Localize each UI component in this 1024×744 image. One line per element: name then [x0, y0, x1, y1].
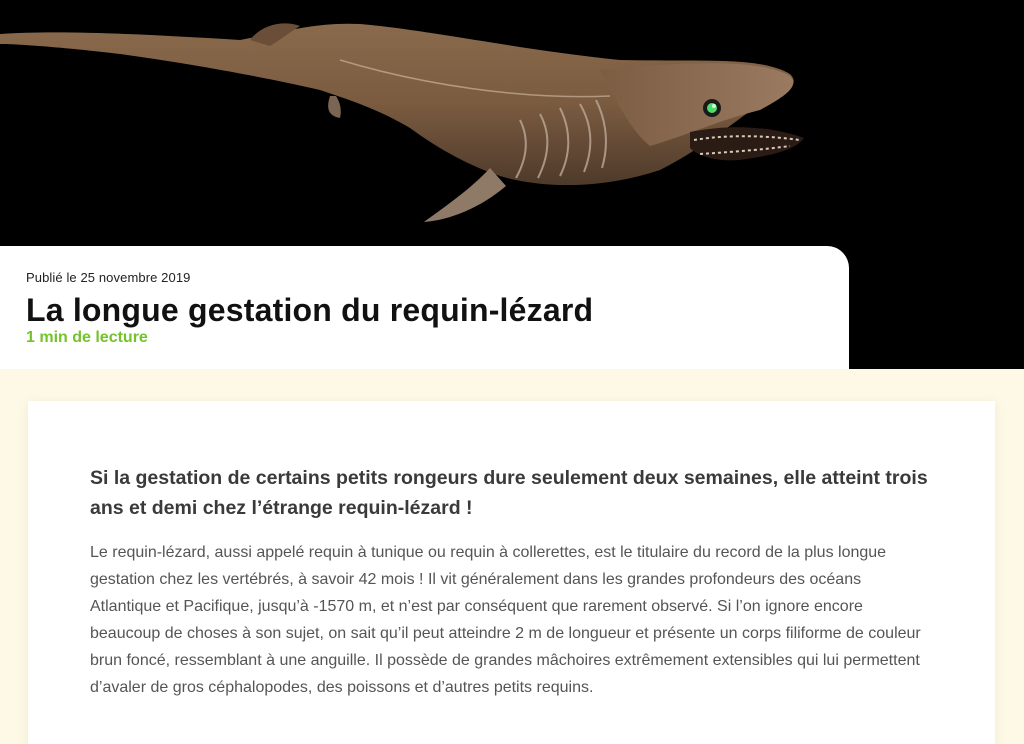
article-body: Le requin-lézard, aussi appelé requin à tunique ou requin à collerettes, est le titulaire du record de la plus longue gestation chez les vertébrés, à savoir 42 mois ! Il vit généralement dans les grandes profondeurs des océans Atlantique et Pacifique, jusqu’à -1570 m, et n’est par conséquent que rarement observé. Si l’on ignore encore beaucoup de choses à son sujet, on sait qu’il peut atteindre 2 m de longueur et présente un corps filiforme de couleur brun foncé, ressemblant à une anguille. Il possède de grandes mâchoires extrêmement extensibles qui lui permettent d’avaler de gros céphalopodes, des poissons et d’autres petits requins.	[90, 544, 921, 696]
article-content	[28, 401, 995, 744]
read-time-label: 1 min de lecture	[26, 329, 148, 346]
article-lead: Si la gestation de certains petits rongeurs dure seulement deux semaines, elle atteint trois ans et demi chez l’étrange requin-lézard !	[90, 467, 928, 519]
pectoral-fin	[424, 168, 506, 222]
shark-jaw	[690, 127, 804, 160]
article-header	[0, 246, 849, 369]
page-title: La longue gestation du requin-lézard	[26, 292, 594, 328]
publication-date: Publié le 25 novembre 2019	[26, 270, 191, 285]
